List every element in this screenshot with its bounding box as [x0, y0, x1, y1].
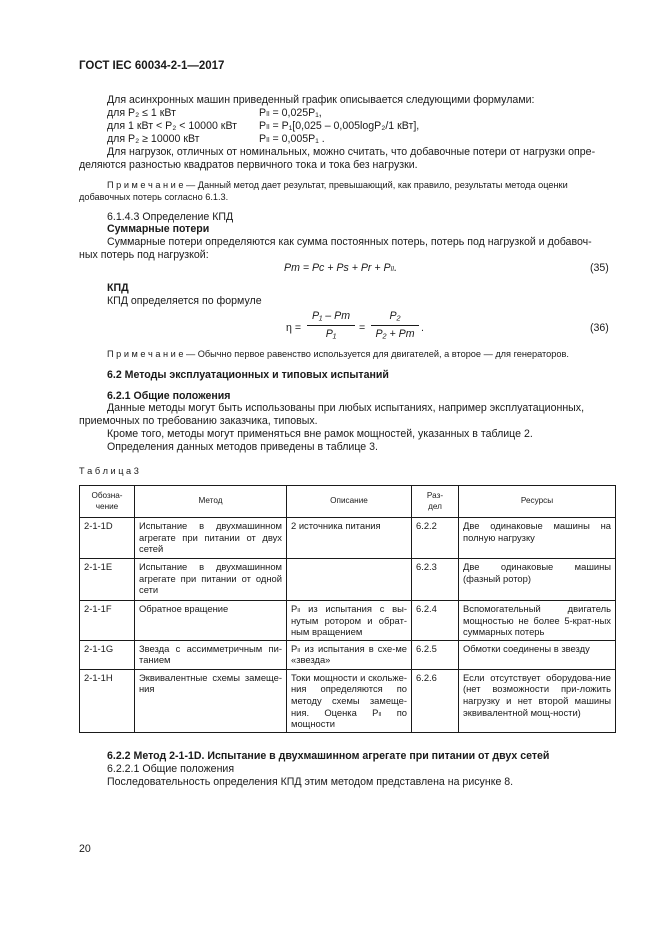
page-header: ГОСТ IEC 60034-2-1—2017	[79, 60, 225, 72]
eta-lhs: η =	[286, 322, 302, 334]
col-header-description: Описание	[287, 486, 412, 518]
col-header-section: Раз- дел	[412, 486, 459, 518]
fraction-2-denominator: P₂ + Pт	[375, 328, 415, 340]
note-1-line-2: добавочных потерь согласно 6.1.3.	[79, 192, 229, 202]
cell-method: Испытание в двухмашинном агрегате при питании от двух сетей	[135, 518, 287, 559]
table-row	[80, 601, 616, 641]
table-row	[80, 640, 616, 669]
total-losses-heading: Суммарные потери	[107, 223, 210, 235]
formula-expr-1: Pₗₗ = 0,025P₁,	[259, 107, 322, 119]
para-load-1: Для нагрузок, отличных от номинальных, можно считать, что добавочные потери от нагрузки опре-	[107, 146, 596, 158]
total-losses-line-1: Суммарные потери определяются как сумма постоянных потерь, потерь под нагрузкой и добавоч-	[107, 236, 592, 248]
para-6-2-1-line-1: Данные методы могут быть использованы при любых испытаниях, например эксплуатационных,	[107, 402, 585, 414]
cell-method: Эквивалентные схемы замеще-ния	[135, 669, 287, 732]
total-losses-line-2: ных потерь под нагрузкой:	[79, 249, 209, 261]
section-6-1-4-3: 6.1.4.3 Определение КПД	[107, 211, 234, 223]
para-6-2-1-line-2: приемочных по требованию заказчика, типовых.	[79, 415, 318, 427]
cell-resources: Две одинаковые машины на полную нагрузку	[459, 518, 616, 559]
equation-36-number: (36)	[590, 322, 609, 334]
section-6-2-2-1: 6.2.2.1 Общие положения	[107, 763, 235, 775]
cell-description: Токи мощности и скольже-ния определяются по методу схемы замеще-ния. Оценка Pₗₗ по мощности	[287, 669, 412, 732]
equals-sign: =	[359, 322, 366, 334]
cell-designation: 2-1-1G	[80, 640, 135, 669]
cell-description	[287, 559, 412, 601]
fraction-1-bar	[307, 325, 355, 326]
note-label: П р и м е ч а н и е	[107, 180, 184, 190]
page-number: 20	[79, 843, 91, 855]
cell-section: 6.2.4	[412, 601, 459, 641]
section-6-2-2: 6.2.2 Метод 2-1-1D. Испытание в двухмашинном агрегате при питании от двух сетей	[107, 750, 550, 762]
cell-method: Обратное вращение	[135, 601, 287, 641]
formula-expr-3: Pₗₗ = 0,005P₁ .	[259, 133, 325, 145]
cell-resources: Обмотки соединены в звезду	[459, 640, 616, 669]
efficiency-heading: КПД	[107, 282, 129, 294]
fraction-1-numerator: P₁ – Pт	[311, 310, 351, 322]
section-6-2-1: 6.2.1 Общие положения	[107, 390, 231, 402]
intro-line: Для асинхронных машин приведенный график описывается следующими формулами:	[107, 94, 535, 106]
fraction-2-numerator: P₂	[389, 310, 401, 322]
cell-section: 6.2.6	[412, 669, 459, 732]
cell-method: Испытание в двухмашинном агрегате при питании от одной сети	[135, 559, 287, 601]
table-caption: Т а б л и ц а 3	[79, 466, 139, 476]
equation-35-number: (35)	[590, 262, 609, 274]
cell-method: Звезда с ассимметричным пи-танием	[135, 640, 287, 669]
note-1-text: — Данный метод дает результат, превышающий, как правило, результаты метода оценки	[183, 180, 568, 190]
cell-designation: 2-1-1H	[80, 669, 135, 732]
equation-end-dot: .	[421, 322, 424, 334]
cell-description: 2 источника питания	[287, 518, 412, 559]
cell-description: Pₗₗ из испытания с вы-нутым ротором и обрат-ным вращением	[287, 601, 412, 641]
note-2-text: — Обычно первое равенство используется для двигателей, а второе — для генераторов.	[183, 349, 569, 359]
equation-35: Pт = Pc + Ps + Pr + Pₗₗ.	[284, 262, 398, 274]
para-load-2: деляются разностью квадратов первичного тока и тока без нагрузки.	[79, 159, 418, 171]
table-3	[79, 485, 616, 733]
efficiency-line: КПД определяется по формуле	[107, 295, 262, 307]
formula-cond-1: для P₂ ≤ 1 кВт	[107, 107, 176, 119]
table-row	[80, 518, 616, 559]
cell-section: 6.2.5	[412, 640, 459, 669]
formula-expr-2: Pₗₗ = P₁[0,025 – 0,005logP₂/1 кВт],	[259, 120, 420, 132]
para-6-2-1-line-3: Кроме того, методы могут применяться вне рамок мощностей, указанных в таблице 2.	[107, 428, 533, 440]
para-6-2-2-1: Последовательность определения КПД этим методом представлена на рисунке 8.	[107, 776, 514, 788]
cell-designation: 2-1-1F	[80, 601, 135, 641]
fraction-2-bar	[371, 325, 419, 326]
section-6-2: 6.2 Методы эксплуатационных и типовых испытаний	[107, 369, 389, 381]
cell-designation: 2-1-1D	[80, 518, 135, 559]
note-2	[107, 348, 569, 360]
para-6-2-1-line-4: Определения данных методов приведены в таблице 3.	[107, 441, 378, 453]
col-header-designation: Обозна- чение	[80, 486, 135, 518]
table-header-row	[80, 486, 616, 518]
cell-resources: Если отсутствует оборудова-ние (нет возможности при-ложить нагрузку и нет второй машины эквивалентной мощ-ности)	[459, 669, 616, 732]
cell-description: Pₗₗ из испытания в схе-ме «звезда»	[287, 640, 412, 669]
col-header-resources: Ресурсы	[459, 486, 616, 518]
note-label: П р и м е ч а н и е	[107, 349, 184, 359]
fraction-1-denominator: P₁	[325, 328, 337, 340]
cell-section: 6.2.2	[412, 518, 459, 559]
col-header-method: Метод	[135, 486, 287, 518]
cell-section: 6.2.3	[412, 559, 459, 601]
cell-resources: Вспомогательный двигатель мощностью не более 5-крат-ных суммарных потерь	[459, 601, 616, 641]
table-row	[80, 559, 616, 601]
cell-resources: Две одинаковые машины (фазный ротор)	[459, 559, 616, 601]
table-row	[80, 669, 616, 732]
note-1-line-1	[107, 179, 568, 191]
formula-cond-3: для P₂ ≥ 10000 кВт	[107, 133, 200, 145]
formula-cond-2: для 1 кВт < P₂ < 10000 кВт	[107, 120, 238, 132]
cell-designation: 2-1-1E	[80, 559, 135, 601]
